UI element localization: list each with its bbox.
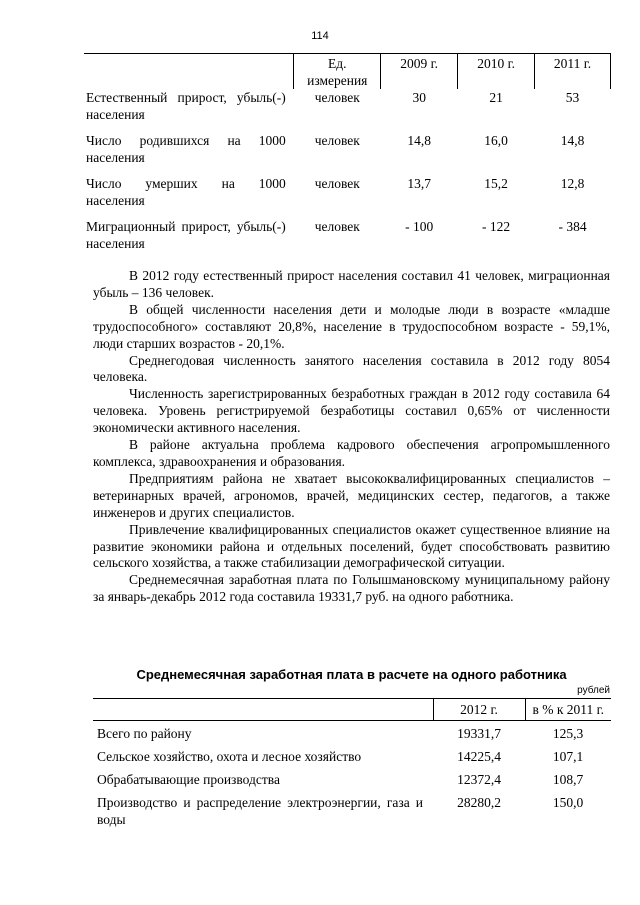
value-2009: 13,7 xyxy=(407,176,431,191)
salary-table xyxy=(93,698,611,834)
value-2012: 28280,2 xyxy=(457,795,501,810)
salary-table-units: рублей xyxy=(577,685,610,696)
paragraph: В 2012 году естественный прирост населения составил 41 человек, миграционная убыль – 136 человек. xyxy=(93,268,610,300)
header-sector xyxy=(93,699,433,721)
row-label: Миграционный прирост, убыль(-) населения xyxy=(86,219,286,251)
row-label: Число умерших на 1000 населения xyxy=(86,176,286,208)
table-row xyxy=(93,721,611,749)
row-unit: человек xyxy=(314,219,360,234)
header-2010: 2010 г. xyxy=(458,54,535,90)
value-2012: 19331,7 xyxy=(457,726,501,741)
header-2011: 2011 г. xyxy=(535,54,611,90)
value-2012: 12372,4 xyxy=(457,772,501,787)
row-label: Естественный прирост, убыль(-) населения xyxy=(86,90,286,122)
row-label: Обрабатывающие производства xyxy=(97,772,280,787)
paragraph: В общей численности населения дети и молодые люди в возрасте «младше трудоспособного» составляют 20,8%, население в трудоспособном возрасте - 59,1%, люди старших возрастов - 20,1%. xyxy=(93,301,610,351)
row-label: Сельское хозяйство, охота и лесное хозяйство xyxy=(97,749,362,764)
table-row xyxy=(93,771,611,794)
table-row xyxy=(84,89,611,132)
value-percent: 150,0 xyxy=(552,795,584,810)
table-row xyxy=(84,132,611,175)
population-table xyxy=(84,53,611,261)
value-2012: 14225,4 xyxy=(457,749,501,764)
value-2011: 12,8 xyxy=(560,176,585,191)
paragraph: Численность зарегистрированных безработных граждан в 2012 году составила 64 человека. Уровень регистрируемой безработицы составил 0,65% от численности экономически активного населения. xyxy=(93,386,610,436)
paragraph: Среднегодовая численность занятого населения составила в 2012 году 8054 человека. xyxy=(93,352,610,385)
row-label: Всего по району xyxy=(97,726,192,741)
header-indicator xyxy=(84,54,294,90)
paragraph: В районе актуальна проблема кадрового обеспечения агропромышленного комплекса, здравоохранения и образования. xyxy=(93,437,610,469)
paragraph: Предприятиям района не хватает высококвалифицированных специалистов – ветеринарных врачей, агрономов, врачей, медицинских сестер, педагогов, а также инженеров и других специалистов. xyxy=(93,470,610,520)
paragraph: Привлечение квалифицированных специалистов окажет существенное влияние на развитие экономики района и отдельных поселений, будет способствовать развитию сельского хозяйства, а также стабилизации демографической ситуации. xyxy=(93,521,610,571)
value-2009: 14,8 xyxy=(407,133,431,148)
salary-table-title: Среднемесячная заработная плата в расчете на одного работника xyxy=(136,667,567,682)
value-2010: 21 xyxy=(489,90,503,105)
value-2009: 30 xyxy=(412,90,426,105)
table-header-row xyxy=(84,54,611,90)
body-text xyxy=(93,268,610,606)
value-percent: 107,1 xyxy=(552,749,584,764)
value-2011: 53 xyxy=(565,90,580,105)
page-number: 114 xyxy=(311,30,329,42)
table-row xyxy=(93,748,611,771)
row-unit: человек xyxy=(314,90,360,105)
row-label: Производство и распределение электроэнергии, газа и воды xyxy=(97,795,423,827)
row-unit: человек xyxy=(314,133,360,148)
value-percent: 125,3 xyxy=(552,726,584,741)
table-header-row xyxy=(93,699,611,721)
header-percent: в % к 2011 г. xyxy=(525,699,611,721)
row-label: Число родившихся на 1000 населения xyxy=(86,133,286,165)
value-2011: 14,8 xyxy=(560,133,585,148)
value-2009: - 100 xyxy=(405,219,434,234)
header-unit: Ед. измерения xyxy=(294,54,381,90)
table-row xyxy=(84,218,611,261)
value-percent: 108,7 xyxy=(552,772,584,787)
header-2009: 2009 г. xyxy=(381,54,458,90)
header-2012: 2012 г. xyxy=(433,699,525,721)
value-2010: 16,0 xyxy=(484,133,508,148)
row-unit: человек xyxy=(314,176,360,191)
value-2010: 15,2 xyxy=(484,176,508,191)
paragraph: Среднемесячная заработная плата по Голышмановскому муниципальному району за январь-декабрь 2012 года составила 19331,7 руб. на одного работника. xyxy=(93,572,610,605)
value-2011: - 384 xyxy=(558,219,587,234)
table-row xyxy=(93,794,611,834)
table-row xyxy=(84,175,611,218)
value-2010: - 122 xyxy=(482,219,511,234)
